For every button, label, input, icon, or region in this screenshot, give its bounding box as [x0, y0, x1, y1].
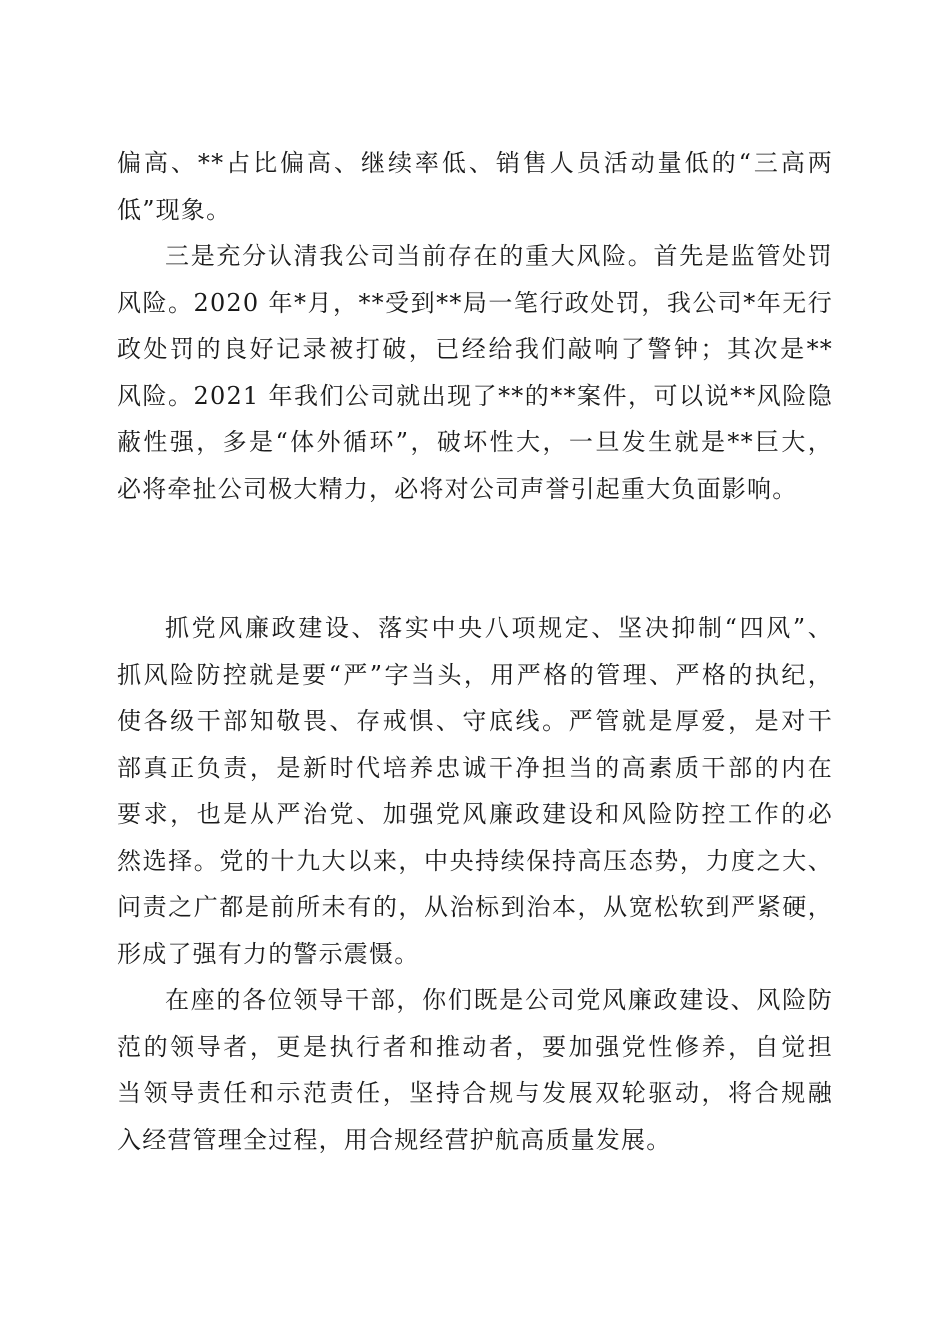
paragraph-leaders-role: [117, 977, 833, 1163]
text-line: 问责之广都是前所未有的，从治标到治本，从宽松软到严紧硬，: [117, 893, 833, 921]
paragraph-major-risks: [117, 233, 833, 512]
paragraph-continuation: [117, 140, 833, 233]
text-line: 蔽性强，多是“体外循环”，破坏性大，一旦发生就是**巨大，: [117, 428, 833, 456]
heading-line: [117, 512, 833, 559]
section-heading: [117, 512, 833, 605]
text-line: 低”现象。: [117, 195, 232, 224]
text-line: 三是充分认清我公司当前存在的重大风险。首先是监管处罚: [165, 242, 833, 270]
text-line: 风险。2021 年我们公司就出现了**的**案件，可以说**风险隐: [117, 381, 833, 410]
paragraph-strict-governance: [117, 605, 833, 977]
text-line: 风险。2020 年*月，**受到**局一笔行政处罚，我公司*年无行: [117, 288, 833, 317]
text-line: 部真正负责，是新时代培养忠诚干净担当的高素质干部的内在: [117, 753, 833, 782]
text-line: 要求，也是从严治党、加强党风廉政建设和风险防控工作的必: [117, 800, 833, 828]
text-line: 政处罚的良好记录被打破，已经给我们敲响了警钟；其次是**: [117, 335, 833, 363]
text-line: 在座的各位领导干部，你们既是公司党风廉政建设、风险防: [165, 986, 833, 1014]
text-line: 形成了强有力的警示震慑。: [117, 939, 420, 968]
heading-line: [117, 559, 833, 606]
text-line: 抓风险防控就是要“严”字当头，用严格的管理、严格的执纪，: [117, 660, 833, 689]
text-line: 必将牵扯公司极大精力，必将对公司声誉引起重大负面影响。: [117, 474, 798, 503]
text-line: 使各级干部知敬畏、存戒惧、守底线。严管就是厚爱，是对干: [117, 707, 833, 735]
text-line: 当领导责任和示范责任，坚持合规与发展双轮驱动，将合规融: [117, 1079, 833, 1107]
text-line: 抓党风廉政建设、落实中央八项规定、坚决抑制“四风”、: [165, 614, 833, 642]
text-line: 偏高、**占比偏高、继续率低、销售人员活动量低的“三高两: [117, 149, 833, 177]
text-line: 范的领导者，更是执行者和推动者，要加强党性修养，自觉担: [117, 1032, 833, 1061]
text-line: 然选择。党的十九大以来，中央持续保持高压态势，力度之大、: [117, 846, 833, 875]
text-line: 入经营管理全过程，用合规经营护航高质量发展。: [117, 1125, 672, 1154]
